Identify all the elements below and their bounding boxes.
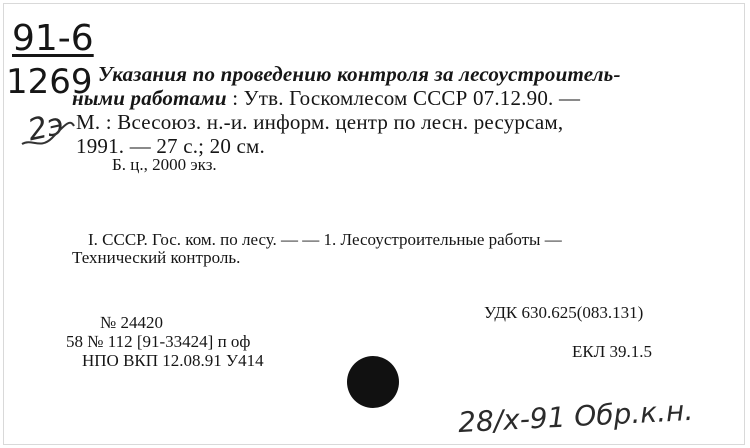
shelfmark-annotation: 2э xyxy=(24,106,67,149)
punch-hole xyxy=(347,356,399,408)
shelfmark-annotation-scribble xyxy=(18,108,78,158)
title-line-1 xyxy=(98,62,621,87)
title-statement: : Утв. Госкомлесом СССР 07.12.90. — xyxy=(226,86,581,110)
price-and-run: Б. ц., 2000 экз. xyxy=(112,155,217,174)
udk-code: УДК 630.625(083.131) xyxy=(484,303,644,322)
handwritten-note: 28/x-91 Обр.к.н. xyxy=(457,393,694,440)
imprint-line-1: М. : Всесоюз. н.-и. информ. центр по лесн. ресурсам, xyxy=(76,110,564,134)
title-heading: Указания по проведению контроля за лесоустроитель- xyxy=(98,62,621,86)
title-heading-continued: ными работами xyxy=(72,86,227,110)
order-line: 58 № 112 [91-33424] п оф xyxy=(66,332,251,351)
subjects-line-2: Технический контроль. xyxy=(72,248,241,267)
title-line-2 xyxy=(72,86,580,111)
shelfmark-line2: 1269 xyxy=(6,62,93,102)
subjects-line-1: I. СССР. Гос. ком. по лесу. — — 1. Лесоустроительные работы — xyxy=(88,230,562,249)
ekl-code: ЕКЛ 39.1.5 xyxy=(572,342,653,361)
imprint-line-2: 1991. — 27 с.; 20 см. xyxy=(76,134,265,158)
shelfmark-line1: 91-6 xyxy=(12,18,94,59)
npo-line: НПО ВКП 12.08.91 У414 xyxy=(82,351,264,370)
card-number: № 24420 xyxy=(100,313,163,332)
